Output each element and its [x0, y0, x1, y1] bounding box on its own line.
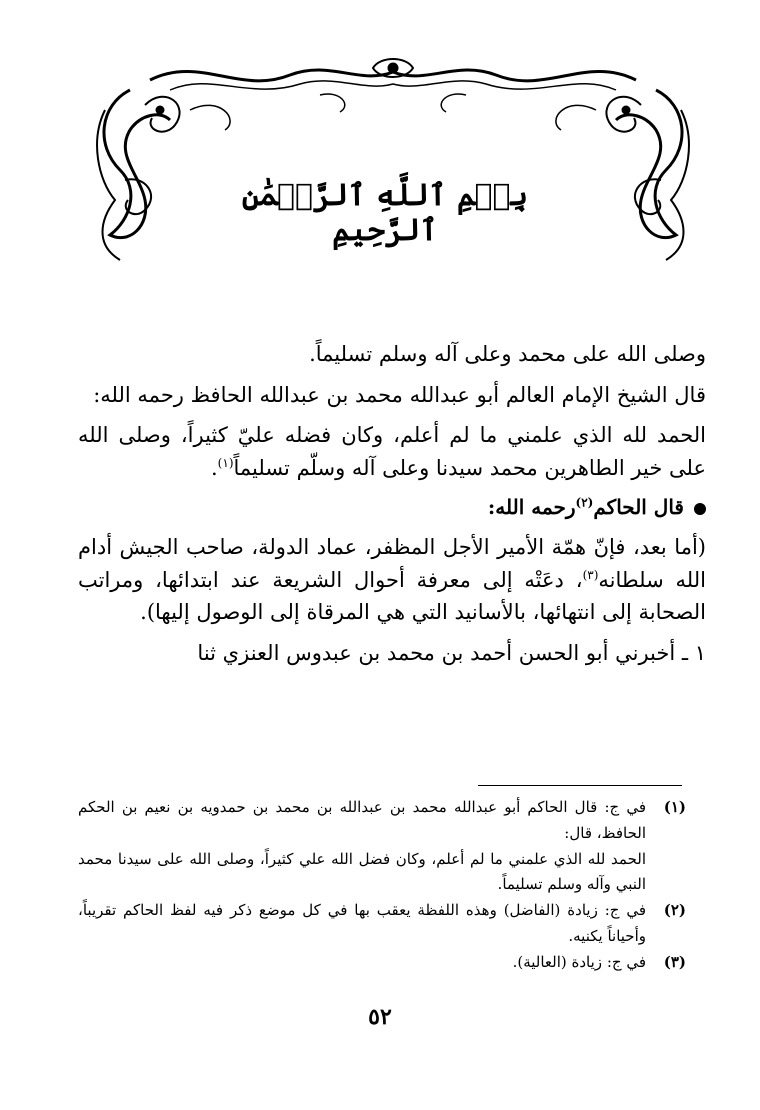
paragraph-text: وصلى الله على محمد وعلى آله وسلم تسليماً.	[309, 342, 706, 366]
paragraph-narration-1	[78, 637, 706, 670]
footnote-text: في ج: زيادة (الفاضل) وهذه اللفظة يعقب بها في كل موضع ذكر فيه لفظ الحاكم تقريباً، وأحياناً يكنيه.	[78, 901, 646, 945]
paragraph-text: ١ ـ أخبرني أبو الحسن أحمد بن محمد بن عبدوس العنزي ثنا	[197, 640, 706, 665]
paragraph-amma-baad	[78, 531, 706, 629]
footnote-3	[78, 950, 686, 976]
paragraph-sheikh-said	[78, 379, 706, 412]
footnote-number: (٣)	[663, 952, 686, 971]
paragraph-text: ، دعَتْه إلى معرفة أحوال الشريعة عند ابتدائها، ومراتب الصحابة إلى انتهائها، بالأسانيد التي هي المرقاة إلى الوصول إليها).	[78, 567, 706, 625]
paragraph-text: الحمد لله الذي علمني ما لم أعلم، وكان فضله عليّ كثيراً، وصلى الله على خير الطاهرين محمد سيدنا وعلى آله وسلّم تسليماً	[78, 423, 706, 480]
footnote-ref-1[interactable]: (١)	[217, 455, 234, 470]
footnote-number: (٢)	[663, 901, 686, 920]
footnote-1	[78, 795, 686, 847]
heading-text: قال الحاكم	[593, 495, 684, 520]
paragraph-text: (أما بعد، فإنّ همّة الأمير الأجل المظفر، عماد الدولة، صاحب الجيش أدام الله سلطانه	[78, 535, 706, 592]
main-text	[78, 338, 706, 669]
basmala-heading: بِسۡمِ ٱللَّهِ ٱلرَّحۡمَٰنِ ٱلرَّحِيمِ	[241, 178, 529, 248]
footnote-text: في ج: زيادة (العالية).	[512, 952, 646, 971]
footnote-text: في ج: قال الحاكم أبو عبدالله محمد بن عبدالله بن محمد بن حمدويه بن نعيم بن الحكم الحافظ، قال:	[78, 798, 646, 842]
bullet-dot-icon	[694, 503, 706, 515]
heading-text: رحمه الله:	[487, 495, 576, 520]
footnote-number: (١)	[663, 798, 686, 816]
paragraph-praise	[78, 419, 706, 484]
footnote-separator	[478, 785, 682, 786]
footnotes-section	[78, 795, 686, 976]
paragraph-opening	[78, 338, 706, 371]
page-number: ٥٢	[368, 1004, 392, 1030]
footnote-ref-2[interactable]: (٢)	[575, 495, 594, 510]
footnote-1-continuation: الحمد لله الذي علمني ما لم أعلم، وكان فضل الله علي كثيراً، وصلى الله على سيدنا محمد النبي وآله وسلم تسليماً.	[78, 849, 646, 894]
footnote-ref-3[interactable]: (٣)	[582, 567, 599, 582]
footnote-2	[78, 898, 686, 950]
paragraph-text: .	[210, 455, 218, 480]
section-heading-hakim	[78, 492, 706, 523]
paragraph-text: قال الشيخ الإمام العالم أبو عبدالله محمد بن عبدالله الحافظ رحمه الله:	[93, 382, 706, 407]
